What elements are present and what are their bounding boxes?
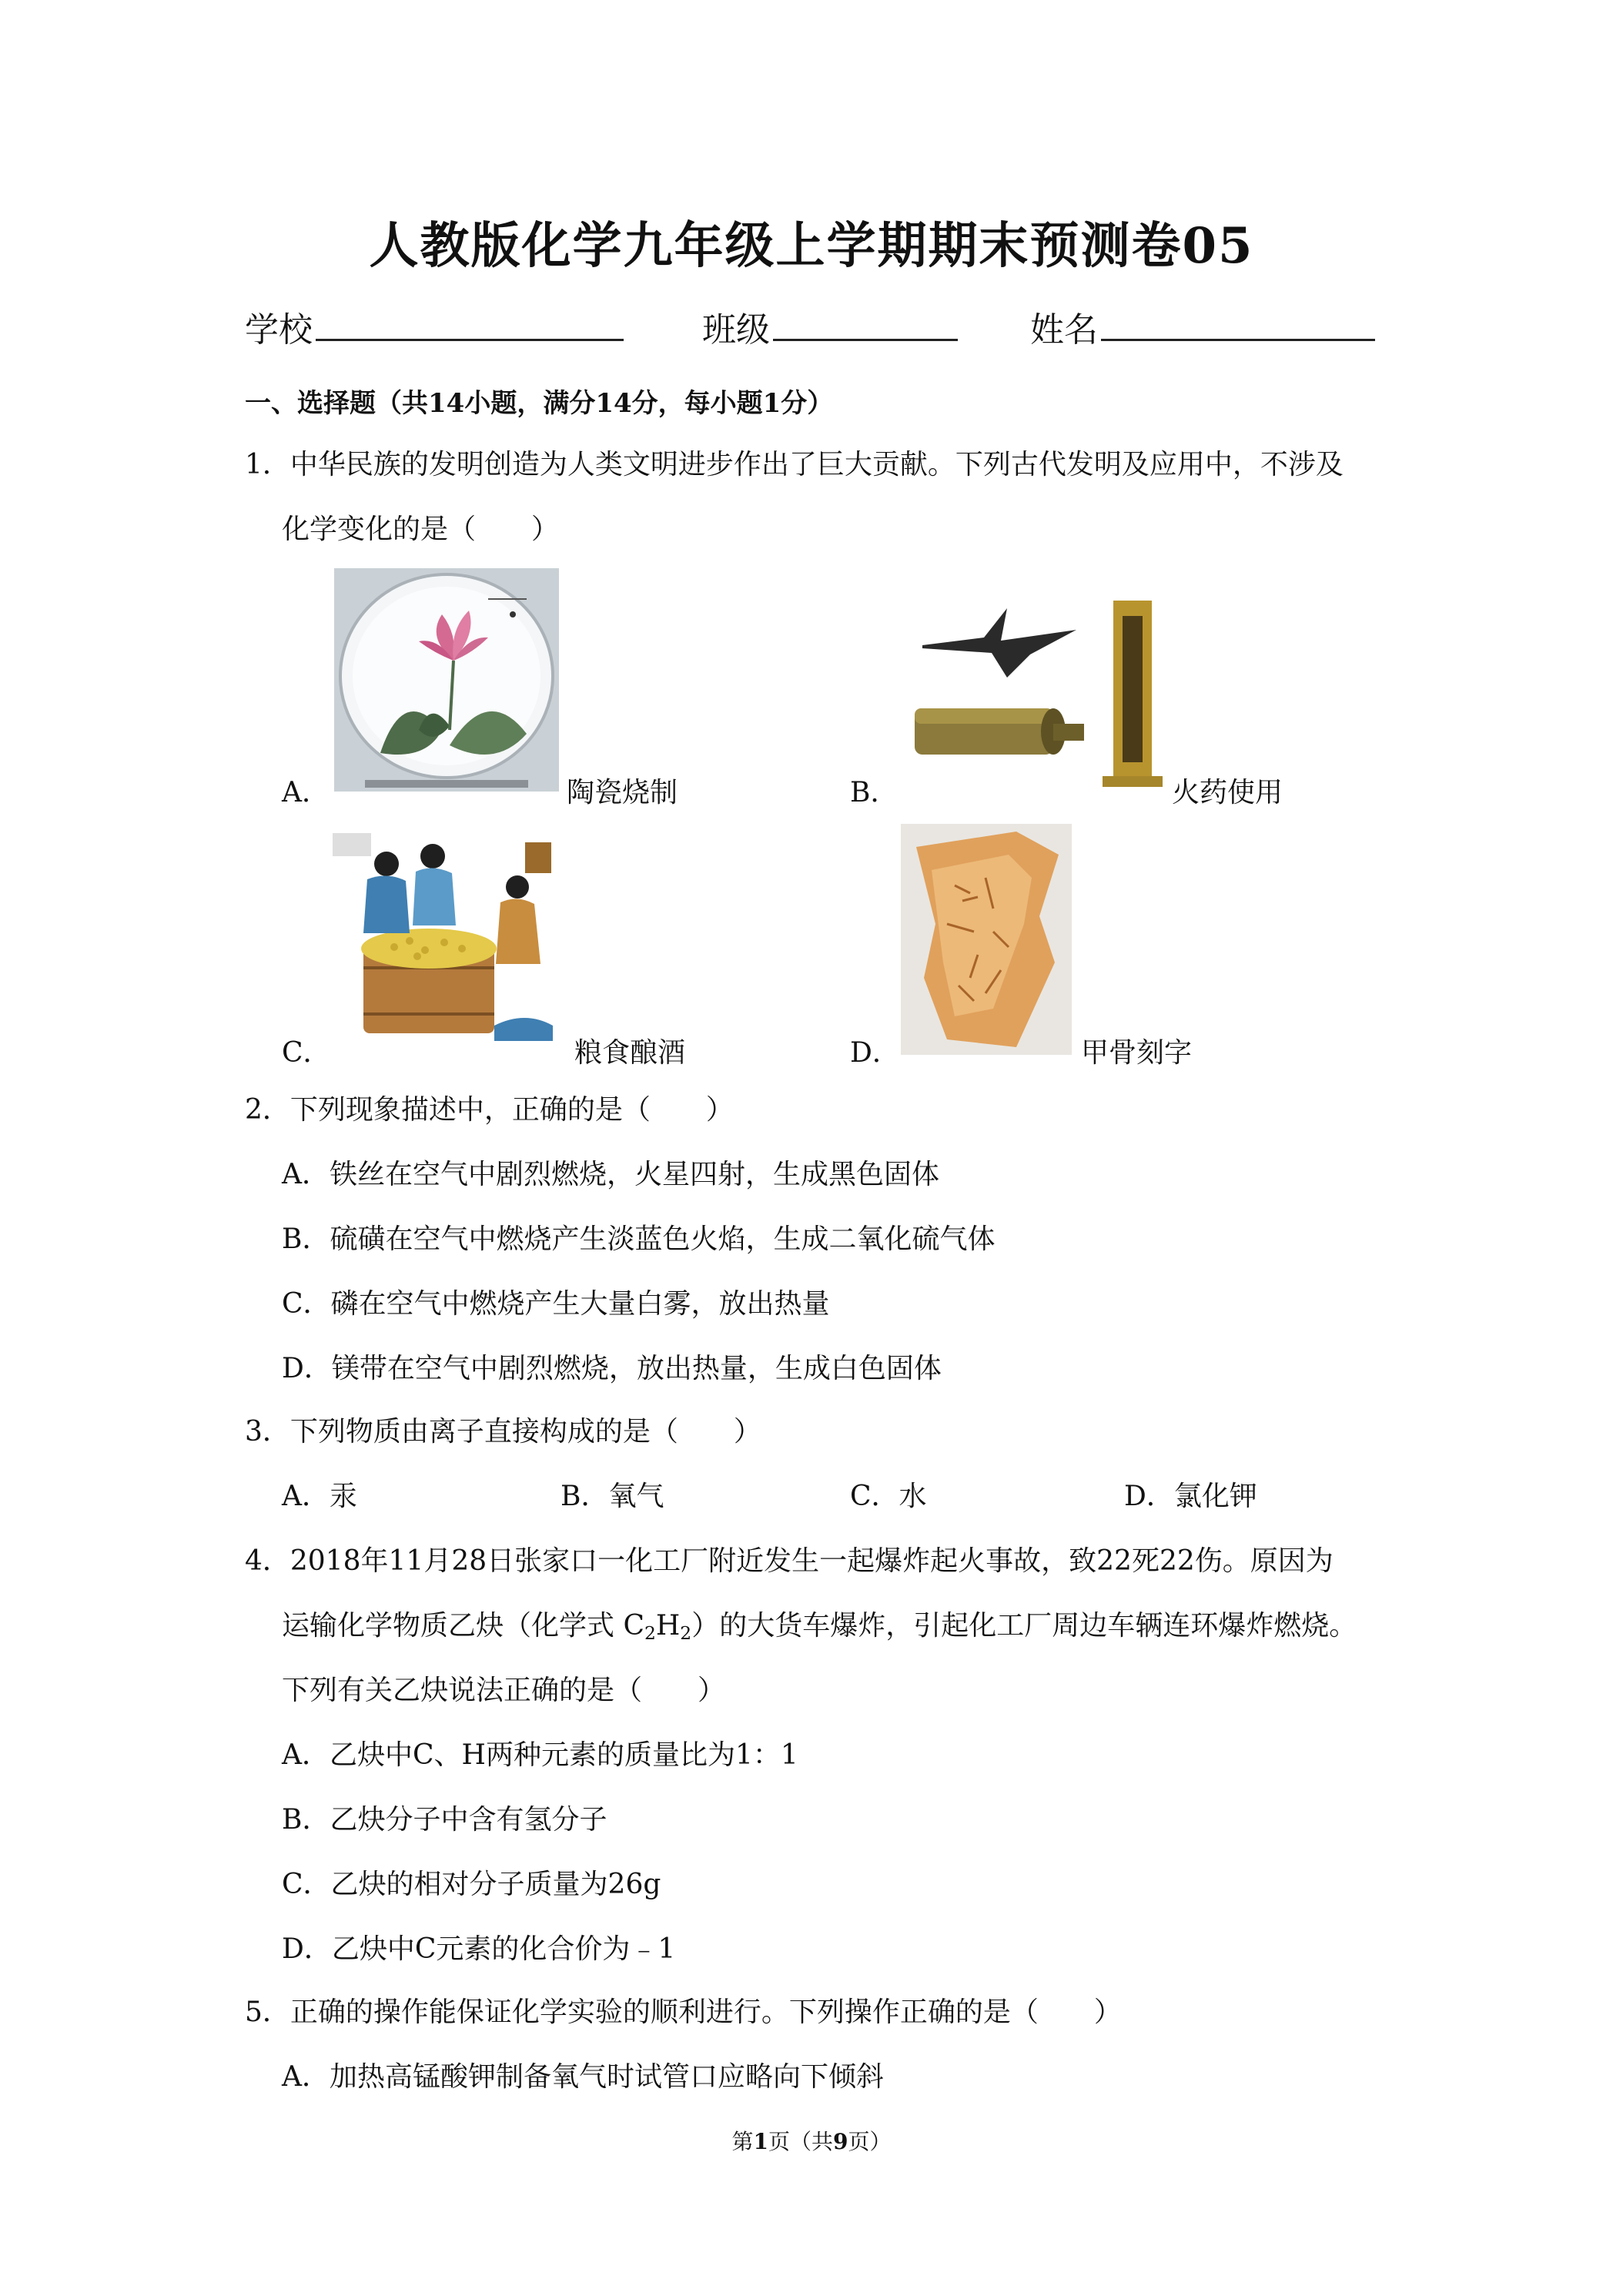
page-title: 人教版化学九年级上学期期末预测卷05 (369, 217, 1254, 275)
q4-line2-pre: 运输化学物质乙炔（化学式 C (282, 1610, 644, 1642)
q4-line2-post: ）的大货车爆炸，引起化工厂周边车辆连环爆炸燃烧。 (691, 1610, 1357, 1642)
gunpowder-artifact-image (899, 593, 1163, 801)
q4-stem-line2 (282, 1612, 1357, 1642)
q3-option-b: B．氧气 (561, 1481, 664, 1512)
q2-option-c: C．磷在空气中燃烧产生大量白雾，放出热量 (282, 1288, 830, 1320)
footer-post: 页） (848, 2129, 892, 2154)
q4-formula-sub2: 2 (680, 1622, 692, 1644)
footer-total-pages: 9 (833, 2129, 848, 2154)
footer-mid: 页（共 (768, 2129, 833, 2154)
school-blank[interactable] (316, 305, 624, 341)
q4-line2-mid: H (655, 1610, 681, 1642)
name-blank[interactable] (1101, 305, 1375, 341)
q3-option-c: C．水 (850, 1481, 927, 1512)
section-heading: 一、选择题（共14小题，满分14分，每小题1分） (245, 388, 834, 419)
q1-option-c-letter: C． (282, 1037, 331, 1069)
school-field (245, 302, 624, 351)
q4-option-d: D．乙炔中C元素的化合价为﹣1 (282, 1933, 676, 1965)
q1-option-b-letter: B． (850, 777, 899, 808)
q1-option-a-label: 陶瓷烧制 (567, 777, 678, 808)
q2-option-d: D．镁带在空气中剧烈燃烧，放出热量，生成白色固体 (282, 1353, 942, 1384)
q1-option-b-label: 火药使用 (1172, 777, 1283, 808)
q4-option-c: C．乙炔的相对分子质量为26g (282, 1869, 661, 1900)
class-blank[interactable] (773, 305, 958, 341)
q4-stem-line1: 4．2018年11月28日张家口一化工厂附近发生一起爆炸起火事故，致22死22伤。原因为 (245, 1545, 1334, 1577)
name-label: 姓名 (1030, 310, 1098, 350)
school-label: 学校 (245, 310, 313, 350)
q2-option-a: A．铁丝在空气中剧烈燃烧，火星四射，生成黑色固体 (282, 1159, 939, 1190)
q3-option-d: D．氯化钾 (1124, 1481, 1257, 1512)
q2-stem: 2．下列现象描述中，正确的是（ ） (245, 1094, 734, 1126)
q4-option-b: B．乙炔分子中含有氢分子 (282, 1804, 607, 1836)
q3-stem: 3．下列物质由离子直接构成的是（ ） (245, 1416, 761, 1448)
q1-option-d-label: 甲骨刻字 (1081, 1037, 1193, 1069)
grain-brewing-image (333, 833, 561, 1056)
name-field (1030, 302, 1375, 351)
q4-formula-sub1: 2 (644, 1622, 656, 1644)
q1-option-c-label: 粮食酿酒 (574, 1037, 686, 1069)
q1-stem-line2: 化学变化的是（ ） (282, 514, 560, 545)
class-field (702, 302, 958, 351)
page-footer (0, 2125, 1623, 2156)
oracle-bone-image (901, 824, 1072, 1055)
q3-option-a: A．汞 (282, 1481, 357, 1512)
q4-stem-line3: 下列有关乙炔说法正确的是（ ） (282, 1675, 726, 1706)
porcelain-plate-image (334, 568, 559, 792)
q1-option-a-letter: A． (282, 777, 330, 808)
q2-option-b: B．硫磺在空气中燃烧产生淡蓝色火焰，生成二氧化硫气体 (282, 1223, 996, 1255)
q1-option-d-letter: D． (850, 1037, 900, 1069)
q5-option-a: A．加热高锰酸钾制备氧气时试管口应略向下倾斜 (282, 2061, 884, 2093)
footer-page-number: 1 (753, 2129, 768, 2154)
footer-pre: 第 (731, 2129, 754, 2154)
class-label: 班级 (702, 310, 770, 350)
q1-stem-line1: 1．中华民族的发明创造为人类文明进步作出了巨大贡献。下列古代发明及应用中，不涉及 (245, 449, 1344, 480)
q5-stem: 5．正确的操作能保证化学实验的顺利进行。下列操作正确的是（ ） (245, 1996, 1122, 2028)
q4-option-a: A．乙炔中C、H两种元素的质量比为1：1 (282, 1739, 798, 1771)
